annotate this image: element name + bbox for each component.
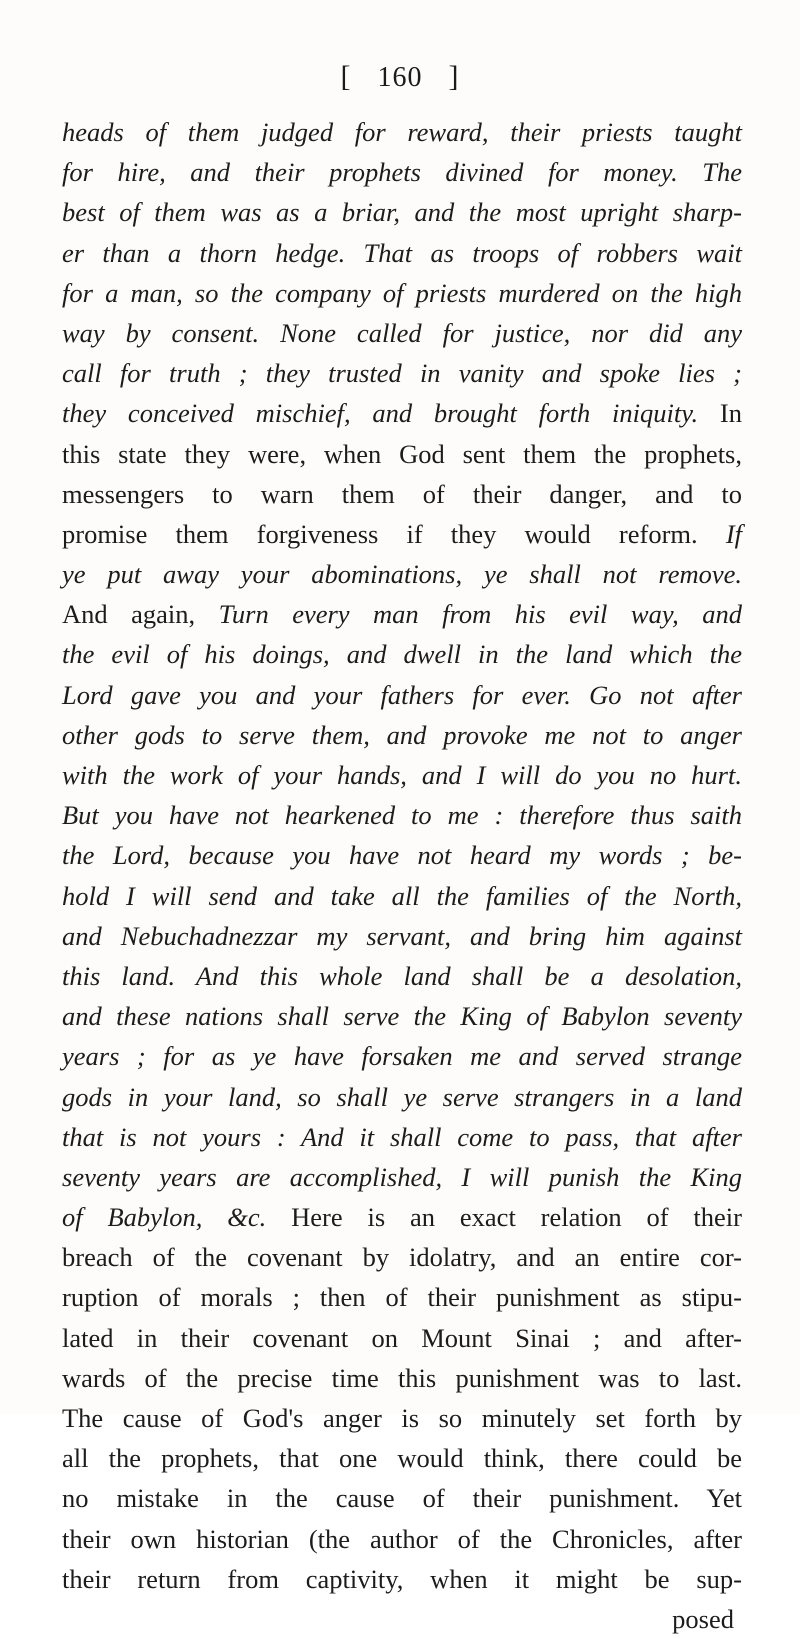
text-line	[62, 554, 742, 594]
text-line	[62, 1237, 742, 1277]
text-line	[62, 1077, 742, 1117]
italic-text-segment: for a man, so the company of priests murdered on the high	[62, 277, 742, 308]
text-line	[62, 956, 742, 996]
text-line	[62, 1559, 742, 1599]
roman-text-segment: promise them forgiveness if they would reform.	[62, 518, 726, 549]
text-line	[62, 1277, 742, 1317]
text-line	[62, 996, 742, 1036]
italic-text-segment: ye put away your abominations, ye shall not remove.	[62, 559, 742, 590]
text-line	[62, 233, 742, 273]
italic-text-segment: But you have not hearkened to me : therefore thus saith	[62, 800, 742, 831]
italic-text-segment: and Nebuchadnezzar my servant, and bring him against	[62, 920, 742, 951]
text-line	[62, 112, 742, 152]
text-line	[62, 594, 742, 634]
italic-text-segment: and these nations shall serve the King of Babylon seventy	[62, 1001, 742, 1032]
roman-text-segment: posed	[672, 1603, 734, 1634]
bracket-close: ]	[448, 60, 460, 93]
text-line	[62, 514, 742, 554]
italic-text-segment: hold I will send and take all the families of the North,	[62, 880, 742, 911]
roman-text-segment: all the prophets, that one would think, there could be	[62, 1443, 742, 1474]
text-line	[62, 393, 742, 433]
text-line	[62, 273, 742, 313]
roman-text-segment: ruption of morals ; then of their punishment as stipu-	[62, 1282, 742, 1313]
text-line	[62, 835, 742, 875]
bracket-open: [	[340, 60, 352, 93]
roman-text-segment: breach of the covenant by idolatry, and an entire cor-	[62, 1242, 742, 1273]
roman-text-segment: In	[698, 398, 742, 429]
roman-text-segment: their own historian (the author of the Chronicles, after	[62, 1523, 742, 1554]
body-text	[62, 112, 742, 1639]
page-number: 160	[377, 62, 423, 93]
italic-text-segment: with the work of your hands, and I will do you no hurt.	[62, 760, 742, 790]
text-line	[62, 1358, 742, 1398]
italic-text-segment: best of them was as a briar, and the most upright sharp-	[62, 197, 742, 228]
italic-text-segment: this land. And this whole land shall be a desolation,	[62, 960, 742, 991]
roman-text-segment: their return from captivity, when it might be sup-	[62, 1563, 742, 1594]
text-line	[62, 675, 742, 715]
text-line	[62, 434, 742, 474]
italic-text-segment: years ; for as ye have forsaken me and served strange	[62, 1041, 742, 1072]
text-line	[62, 795, 742, 835]
italic-text-segment: the evil of his doings, and dwell in the land which the	[62, 639, 742, 670]
text-line	[62, 192, 742, 232]
italic-text-segment: the Lord, because you have not heard my words ; be-	[62, 840, 742, 871]
italic-text-segment: gods in your land, so shall ye serve strangers in a land	[62, 1081, 742, 1112]
text-line	[62, 1117, 742, 1157]
text-line	[62, 474, 742, 514]
text-line	[62, 152, 742, 192]
italic-text-segment: of Babylon, &c.	[62, 1202, 267, 1233]
text-line	[62, 876, 742, 916]
text-line	[62, 353, 742, 393]
italic-text-segment: If	[725, 518, 742, 549]
italic-text-segment: er than a thorn hedge. That as troops of robbers wait	[62, 237, 742, 268]
text-line	[62, 1197, 742, 1237]
text-line	[62, 916, 742, 956]
italic-text-segment: other gods to serve them, and provoke me not to anger	[62, 719, 742, 750]
running-head	[0, 60, 800, 94]
italic-text-segment: Turn every man from his evil way, and	[218, 599, 742, 630]
text-line	[62, 1157, 742, 1197]
roman-text-segment: lated in their covenant on Mount Sinai ; and after-	[62, 1322, 742, 1353]
roman-text-segment: messengers to warn them of their danger, and to	[62, 478, 742, 509]
text-line	[62, 1478, 742, 1518]
italic-text-segment: call for truth ; they trusted in vanity and spoke lies ;	[62, 358, 742, 389]
text-line	[62, 715, 742, 755]
italic-text-segment: way by consent. None called for justice, nor did any	[62, 317, 742, 348]
text-line	[62, 1318, 742, 1358]
roman-text-segment: no mistake in the cause of their punishment. Yet	[62, 1483, 742, 1514]
text-line	[62, 1438, 742, 1478]
italic-text-segment: they conceived mischief, and brought forth iniquity.	[62, 398, 699, 429]
roman-text-segment: The cause of God's anger is so minutely set forth by	[62, 1403, 742, 1433]
text-line	[62, 1036, 742, 1076]
roman-text-segment: And again,	[62, 599, 219, 630]
text-line	[62, 755, 742, 795]
text-line	[62, 1599, 742, 1639]
text-line	[62, 313, 742, 353]
text-line	[62, 634, 742, 674]
text-line	[62, 1398, 742, 1438]
italic-text-segment: that is not yours : And it shall come to pass, that after	[62, 1121, 742, 1152]
italic-text-segment: seventy years are accomplished, I will punish the King	[62, 1161, 742, 1192]
italic-text-segment: Lord gave you and your fathers for ever. Go not after	[62, 679, 742, 710]
italic-text-segment: for hire, and their prophets divined for money. The	[62, 157, 742, 188]
roman-text-segment: Here is an exact relation of their	[266, 1202, 742, 1233]
roman-text-segment: wards of the precise time this punishment was to last.	[62, 1362, 742, 1393]
text-line	[62, 1519, 742, 1559]
italic-text-segment: heads of them judged for reward, their priests taught	[62, 117, 742, 147]
roman-text-segment: this state they were, when God sent them the prophets,	[62, 438, 742, 469]
